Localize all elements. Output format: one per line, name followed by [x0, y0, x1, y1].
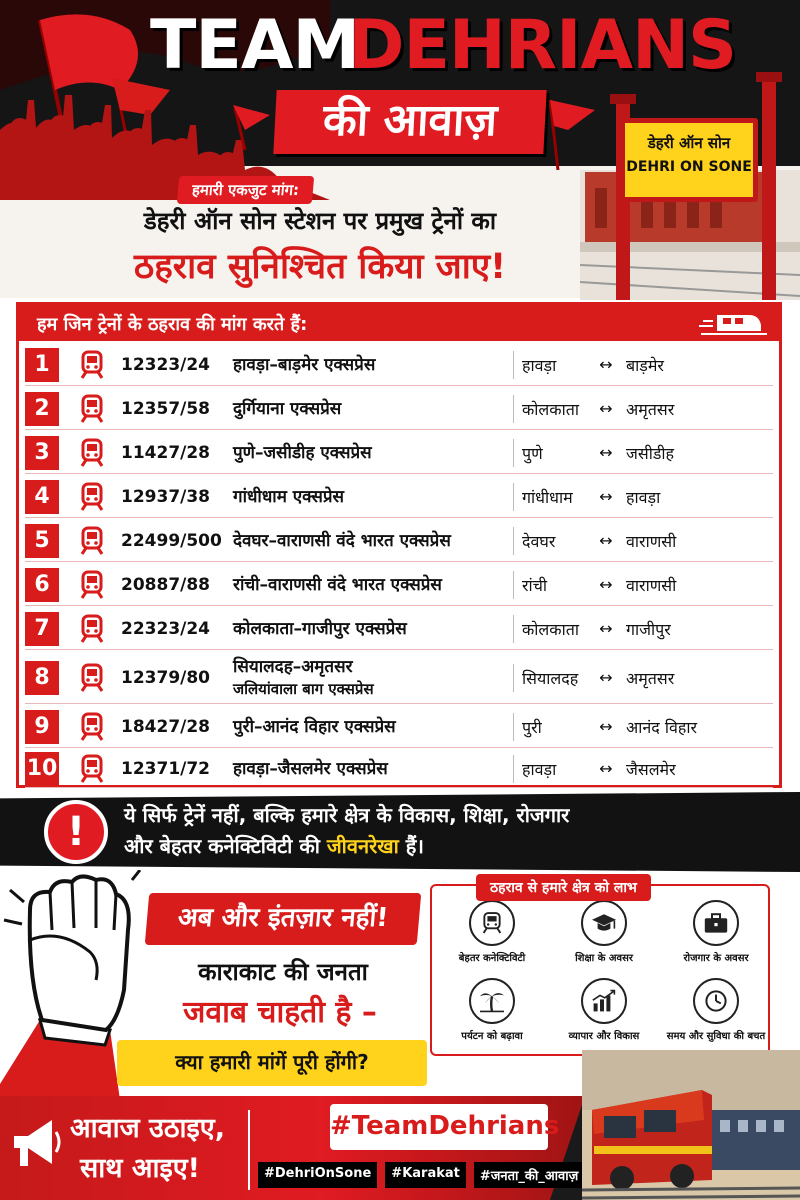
train-name [233, 398, 513, 420]
train-name-main: हावड़ा–जैसलमेर एक्सप्रेस [233, 758, 388, 779]
train-icon [75, 614, 109, 644]
benefit-item [548, 978, 660, 1042]
row-number: 1 [25, 348, 59, 382]
train-name-main: देवघर–वाराणसी वंदे भारत एक्सप्रेस [233, 530, 451, 551]
train-route [513, 395, 773, 423]
row-number: 8 [25, 661, 59, 695]
bidirectional-arrow-icon: ↔ [599, 443, 613, 462]
train-icon [75, 394, 109, 424]
route-from: पुणे [522, 443, 543, 463]
train-icon [75, 482, 109, 512]
table-heading [19, 305, 779, 341]
train-row [25, 750, 773, 788]
train-route [513, 571, 773, 599]
benefit-item [548, 900, 660, 964]
benefit-label: समय और सुविधा की बचत [666, 1031, 766, 1042]
route-from: कोलकाता [522, 619, 579, 639]
train-route [513, 664, 773, 692]
train-number: 12937/38 [121, 486, 211, 507]
route-from: पुरी [522, 717, 542, 737]
train-number: 22499/500 [121, 530, 222, 551]
train-route [513, 351, 773, 379]
route-from: देवघर [522, 531, 556, 551]
strip-line-1: ये सिर्फ ट्रेनें नहीं, बल्कि हमारे क्षेत्र के विकास, शिक्षा, रोजगार [124, 803, 570, 827]
benefit-label: बेहतर कनेक्टिविटी [458, 953, 526, 964]
row-number: 2 [25, 392, 59, 426]
train-name [233, 486, 513, 508]
train-route [513, 755, 773, 783]
route-to: जसीडीह [626, 443, 675, 463]
route-to: जैसलमेर [626, 759, 676, 779]
route-to: वाराणसी [626, 531, 677, 551]
row-number: 3 [25, 436, 59, 470]
train-route [513, 439, 773, 467]
train-name [233, 618, 513, 640]
hashtag-dehrionsone[interactable]: #DehriOnSone [258, 1162, 377, 1188]
train-row [25, 608, 773, 650]
train-row [25, 652, 773, 704]
strip-line-2-post: हैं। [405, 834, 424, 858]
train-row [25, 564, 773, 606]
train-icon [75, 663, 109, 693]
train-name-sub: जलियांवाला बाग एक्सप्रेस [233, 679, 374, 698]
benefit-label: शिक्षा के अवसर [575, 953, 633, 964]
no-more-wait-banner: अब और इंतज़ार नहीं! [145, 893, 422, 945]
route-from: हावड़ा [522, 355, 557, 375]
train-row [25, 476, 773, 518]
route-to: अमृतसर [626, 668, 675, 688]
train-demand-table [16, 302, 782, 788]
table-heading-text: हम जिन ट्रेनों के ठहराव की मांग करते हैं: [37, 314, 308, 335]
train-name-main: गांधीधाम एक्सप्रेस [233, 486, 344, 507]
hashtag-karakat[interactable]: #Karakat [385, 1162, 466, 1188]
train-name [233, 354, 513, 376]
train-name-main: पुणे–जसीडीह एक्सप्रेस [233, 442, 372, 463]
train-route [513, 527, 773, 555]
train-number: 12379/80 [121, 667, 211, 688]
bidirectional-arrow-icon: ↔ [599, 531, 613, 550]
row-number: 9 [25, 710, 59, 744]
row-number: 10 [25, 752, 59, 786]
train-number: 18427/28 [121, 716, 211, 737]
benefit-item [436, 978, 548, 1042]
train-name [233, 442, 513, 464]
train-number: 12371/72 [121, 758, 211, 779]
route-from: हावड़ा [522, 759, 557, 779]
route-from: कोलकाता [522, 399, 579, 419]
hashtag-janta-ki-awaaz[interactable]: #जनता_की_आवाज़ [474, 1162, 584, 1188]
strip-text [124, 800, 764, 862]
strip-line-2 [124, 831, 764, 862]
hashtag-main[interactable]: #TeamDehrians [330, 1104, 548, 1150]
station-name-english: DEHRI ON SONE [626, 159, 752, 175]
benefit-item [660, 978, 772, 1042]
bidirectional-arrow-icon: ↔ [599, 575, 613, 594]
clock-icon [693, 978, 739, 1024]
karakat-people-text: काराकाट की जनता [198, 958, 368, 986]
benefit-label: व्यापार और विकास [568, 1031, 640, 1042]
train-number: 12357/58 [121, 398, 211, 419]
train-icon [469, 900, 515, 946]
train-icon [699, 309, 769, 337]
train-name [233, 574, 513, 596]
bidirectional-arrow-icon: ↔ [599, 619, 613, 638]
bidirectional-arrow-icon: ↔ [599, 717, 613, 736]
train-name [233, 530, 513, 552]
route-to: बाड़मेर [626, 355, 664, 375]
benefits-title: ठहराव से हमारे क्षेत्र को लाभ [476, 874, 651, 901]
train-row [25, 432, 773, 474]
route-to: गाजीपुर [626, 619, 671, 639]
row-number: 7 [25, 612, 59, 646]
bidirectional-arrow-icon: ↔ [599, 355, 613, 374]
demand-line-1: डेहरी ऑन सोन स्टेशन पर प्रमुख ट्रेनों का [143, 207, 497, 235]
train-row [25, 388, 773, 430]
station-sign [620, 118, 758, 202]
call-to-action-2: साथ आइए! [80, 1153, 200, 1184]
train-icon [75, 350, 109, 380]
route-from: सियालदह [522, 668, 579, 688]
title-dehrians: DEHRIANS [348, 6, 736, 85]
station-name-hindi: डेहरी ऑन सोन [647, 134, 731, 152]
bidirectional-arrow-icon: ↔ [599, 759, 613, 778]
train-number: 20887/88 [121, 574, 211, 595]
train-number: 22323/24 [121, 618, 211, 639]
train-name-main: सियालदह–अमृतसर [233, 656, 353, 677]
title-team: TEAM [150, 6, 360, 85]
demand-badge: हमारी एकजुट मांग: [177, 176, 315, 204]
locomotive-illustration [582, 1050, 800, 1200]
strip-highlight: जीवनरेखा [326, 834, 399, 858]
train-name [233, 758, 513, 780]
bidirectional-arrow-icon: ↔ [599, 668, 613, 687]
briefcase-icon [693, 900, 739, 946]
train-route [513, 615, 773, 643]
train-name [233, 656, 513, 700]
palm-tree-icon [469, 978, 515, 1024]
row-number: 5 [25, 524, 59, 558]
wants-answer-text: जवाब चाहती है – [183, 995, 377, 1030]
train-row [25, 706, 773, 748]
demand-line-2: ठहराव सुनिश्चित किया जाए! [133, 247, 507, 287]
row-number: 6 [25, 568, 59, 602]
benefits-box [430, 884, 770, 1056]
train-name-main: दुर्गियाना एक्सप्रेस [233, 398, 342, 419]
train-name-main: कोलकाता–गाजीपुर एक्सप्रेस [233, 618, 407, 639]
growth-chart-icon [581, 978, 627, 1024]
megaphone-icon [6, 1112, 64, 1174]
train-number: 12323/24 [121, 354, 211, 375]
benefit-label: पर्यटन को बढ़ावा [461, 1031, 523, 1042]
route-to: वाराणसी [626, 575, 677, 595]
title-awaaz: की आवाज़ [273, 90, 546, 154]
row-number: 4 [25, 480, 59, 514]
train-icon [75, 570, 109, 600]
train-name-main: पुरी–आनंद विहार एक्सप्रेस [233, 716, 396, 737]
benefit-item [436, 900, 548, 964]
footer-divider [248, 1110, 250, 1190]
question-banner: क्या हमारी मांगें पूरी होंगी? [117, 1040, 427, 1086]
train-icon [75, 438, 109, 468]
call-to-action-1: आवाज उठाइए, [70, 1113, 225, 1144]
train-row [25, 520, 773, 562]
strip-line-2-pre: और बेहतर कनेक्टिविटी की [124, 834, 320, 858]
bidirectional-arrow-icon: ↔ [599, 399, 613, 418]
route-from: गांधीधाम [522, 487, 573, 507]
benefit-item [660, 900, 772, 964]
train-name-main: रांची–वाराणसी वंदे भारत एक्सप्रेस [233, 574, 442, 595]
route-to: अमृतसर [626, 399, 675, 419]
train-name-main: हावड़ा–बाड़मेर एक्सप्रेस [233, 354, 376, 375]
graduation-cap-icon [581, 900, 627, 946]
route-to: आनंद विहार [626, 717, 698, 737]
train-icon [75, 526, 109, 556]
train-icon [75, 712, 109, 742]
route-to: हावड़ा [626, 487, 661, 507]
train-route [513, 483, 773, 511]
route-from: रांची [522, 575, 547, 595]
train-number: 11427/28 [121, 442, 211, 463]
train-name [233, 716, 513, 738]
benefit-label: रोजगार के अवसर [683, 953, 749, 964]
train-route [513, 713, 773, 741]
exclamation-icon: ! [44, 800, 108, 864]
train-row [25, 344, 773, 386]
train-icon [75, 754, 109, 784]
hashtag-list [258, 1162, 578, 1188]
bidirectional-arrow-icon: ↔ [599, 487, 613, 506]
